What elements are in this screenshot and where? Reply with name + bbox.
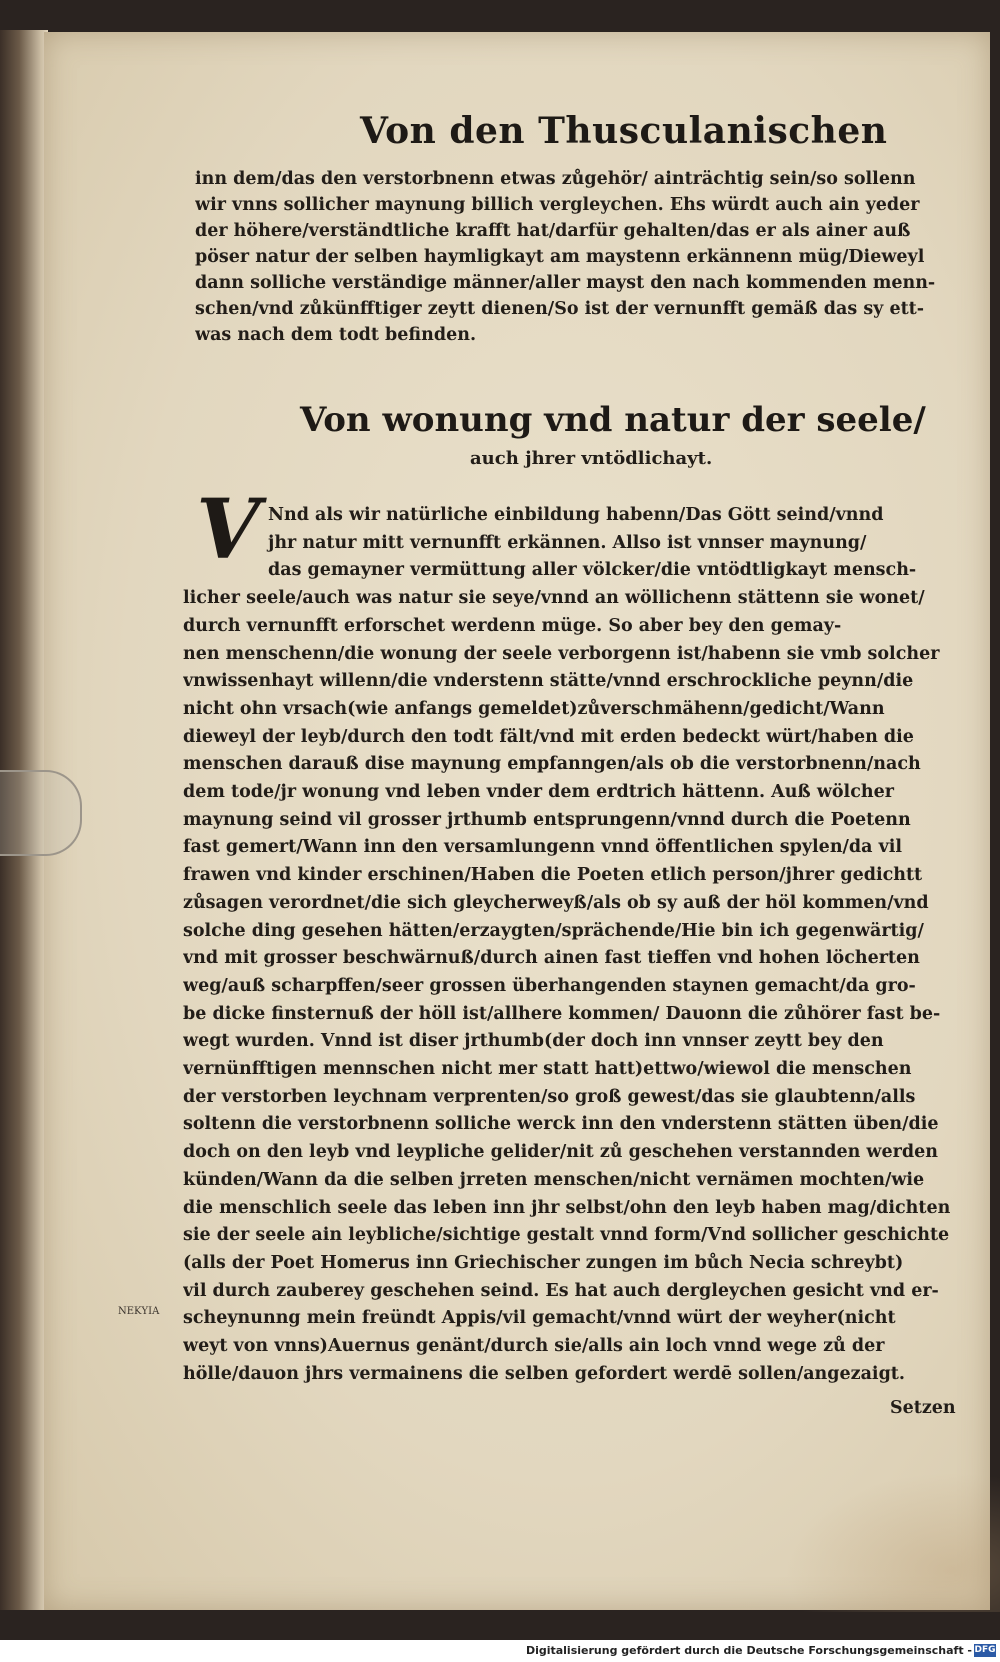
text-line: nen menschenn/die wonung der seele verborgenn ist/habenn sie vmb solcher bbox=[183, 643, 940, 664]
text-line: Nnd als wir natürliche einbildung habenn/Das Gött seind/vnnd bbox=[268, 505, 884, 525]
text-line: künden/Wann da die selben jrreten menschen/nicht vernämen mochten/wie bbox=[183, 1169, 925, 1190]
text-line: hölle/dauon jhrs vermainens die selben gefordert werdē sollen/angezaigt. bbox=[183, 1363, 905, 1384]
text-line: menschen darauß dise maynung empfanngen/als ob die verstorbnenn/nach bbox=[183, 754, 921, 775]
catchword: Setzen bbox=[890, 1398, 956, 1418]
footer-credit: Digitalisierung gefördert durch die Deutsche Forschungsgemeinschaft - bbox=[525, 1644, 972, 1657]
drop-initial: V bbox=[196, 482, 260, 578]
text-line: solche ding gesehen hätten/erzaygten/sprächende/Hie bin ich gegenwärtig/ bbox=[183, 920, 924, 941]
digitization-footer bbox=[0, 1640, 1000, 1662]
text-line: schen/vnd zůkünfftiger zeytt dienen/So ist der vernunfft gemäß das sy ett- bbox=[195, 299, 925, 319]
text-line: vnwissenhayt willenn/die vnderstenn stätte/vnnd erschrockliche peynn/die bbox=[183, 671, 914, 692]
text-line: dem tode/jr wonung vnd leben vnder dem erdtrich hättenn. Auß wölcher bbox=[183, 782, 894, 803]
text-line: pöser natur der selben haymligkayt am maystenn erkännenn müg/Dieweyl bbox=[195, 247, 925, 267]
text-line: frawen vnd kinder erschinen/Haben die Poeten etlich person/jhrer gedichtt bbox=[183, 865, 923, 886]
text-line: durch vernunfft erforschet werdenn müge. So aber bey den gemay- bbox=[183, 615, 842, 636]
dfg-logo-icon: DFG bbox=[974, 1645, 996, 1655]
text-line: vernünfftigen mennschen nicht mer statt hatt)ettwo/wiewol die menschen bbox=[183, 1059, 912, 1080]
page-clip bbox=[0, 770, 82, 856]
text-line: be dicke finsternuß der höll ist/allhere kommen/ Dauonn die zůhörer fast be- bbox=[183, 1003, 941, 1024]
text-line: weyt von vnns)Auernus genänt/durch sie/alls ain loch vnnd wege zů der bbox=[183, 1336, 885, 1357]
text-line: licher seele/auch was natur sie seye/vnnd an wöllichenn stättenn sie wonet/ bbox=[183, 588, 925, 609]
text-line: der verstorben leychnam verprenten/so groß gewest/das sie glaubtenn/alls bbox=[183, 1086, 916, 1107]
paragraph-main bbox=[183, 502, 985, 1389]
text-line: jhr natur mitt vernunfft erkännen. Allso ist vnnser maynung/ bbox=[268, 532, 867, 553]
marginal-note: ΝΕΚΥΙΑ bbox=[118, 1306, 160, 1317]
text-line: wir vnns sollicher maynung billich vergleychen. Ehs würdt auch ain yeder bbox=[195, 195, 920, 215]
running-head: Von den Thusculanischen bbox=[360, 110, 888, 152]
text-line: vnd mit grosser beschwärnuß/durch ainen fast tieffen vnd hohen löcherten bbox=[183, 948, 920, 969]
text-line: soltenn die verstorbnenn solliche werck inn den vnderstenn stätten üben/die bbox=[183, 1114, 939, 1135]
text-line: dieweyl der leyb/durch den todt fält/vnd mit erden bedeckt würt/haben die bbox=[183, 726, 914, 747]
text-line: fast gemert/Wann inn den versamlungenn vnnd öffentlichen spylen/da vil bbox=[183, 837, 903, 858]
text-line: was nach dem todt befinden. bbox=[195, 325, 477, 345]
text-line: doch on den leyb vnd leypliche gelider/nit zů geschehen verstannden werden bbox=[183, 1142, 938, 1163]
text-line: weg/auß scharpffen/seer grossen überhangenden staynen gemacht/da gro- bbox=[183, 975, 916, 996]
text-line: scheynunng mein freündt Appis/vil gemacht/vnnd würt der weyher(nicht bbox=[183, 1308, 896, 1329]
water-stain bbox=[784, 1472, 1000, 1612]
text-line: wegt wurden. Vnnd ist diser jrthumb(der doch inn vnnser zeytt bey den bbox=[183, 1031, 884, 1052]
section-subheading: auch jhrer vntödlichayt. bbox=[470, 448, 713, 469]
text-line: das gemayner vermüttung aller völcker/die vntödtligkayt mensch- bbox=[268, 560, 917, 581]
text-line: die menschlich seele das leben inn jhr selbst/ohn den leyb haben mag/dichten bbox=[183, 1197, 951, 1218]
text-line: vil durch zauberey geschehen seind. Es hat auch dergleychen gesicht vnd er- bbox=[183, 1280, 939, 1301]
text-line: nicht ohn vrsach(wie anfangs gemeldet)zůverschmähenn/gedicht/Wann bbox=[183, 698, 885, 719]
text-line: sie der seele ain leybliche/sichtige gestalt vnnd form/Vnd sollicher geschichte bbox=[183, 1225, 950, 1246]
text-line: maynung seind vil grosser jrthumb entsprungenn/vnnd durch die Poetenn bbox=[183, 809, 911, 830]
text-line: inn dem/das den verstorbnenn etwas zůgehör/ ainträchtig sein/so sollenn bbox=[195, 169, 916, 189]
section-heading: Von wonung vnd natur der seele/ bbox=[300, 400, 926, 440]
text-line: zůsagen verordnet/die sich gleycherweyß/als ob sy auß der höl kommen/vnd bbox=[183, 892, 929, 913]
text-line: dann solliche verständige männer/aller mayst den nach kommenden menn- bbox=[195, 273, 936, 293]
text-line: der höhere/verständtliche krafft hat/darfür gehalten/das er als ainer auß bbox=[195, 221, 911, 241]
paragraph-continuation bbox=[195, 166, 985, 348]
text-line: (alls der Poet Homerus inn Griechischer zungen im bůch Necia schreybt) bbox=[183, 1252, 904, 1273]
